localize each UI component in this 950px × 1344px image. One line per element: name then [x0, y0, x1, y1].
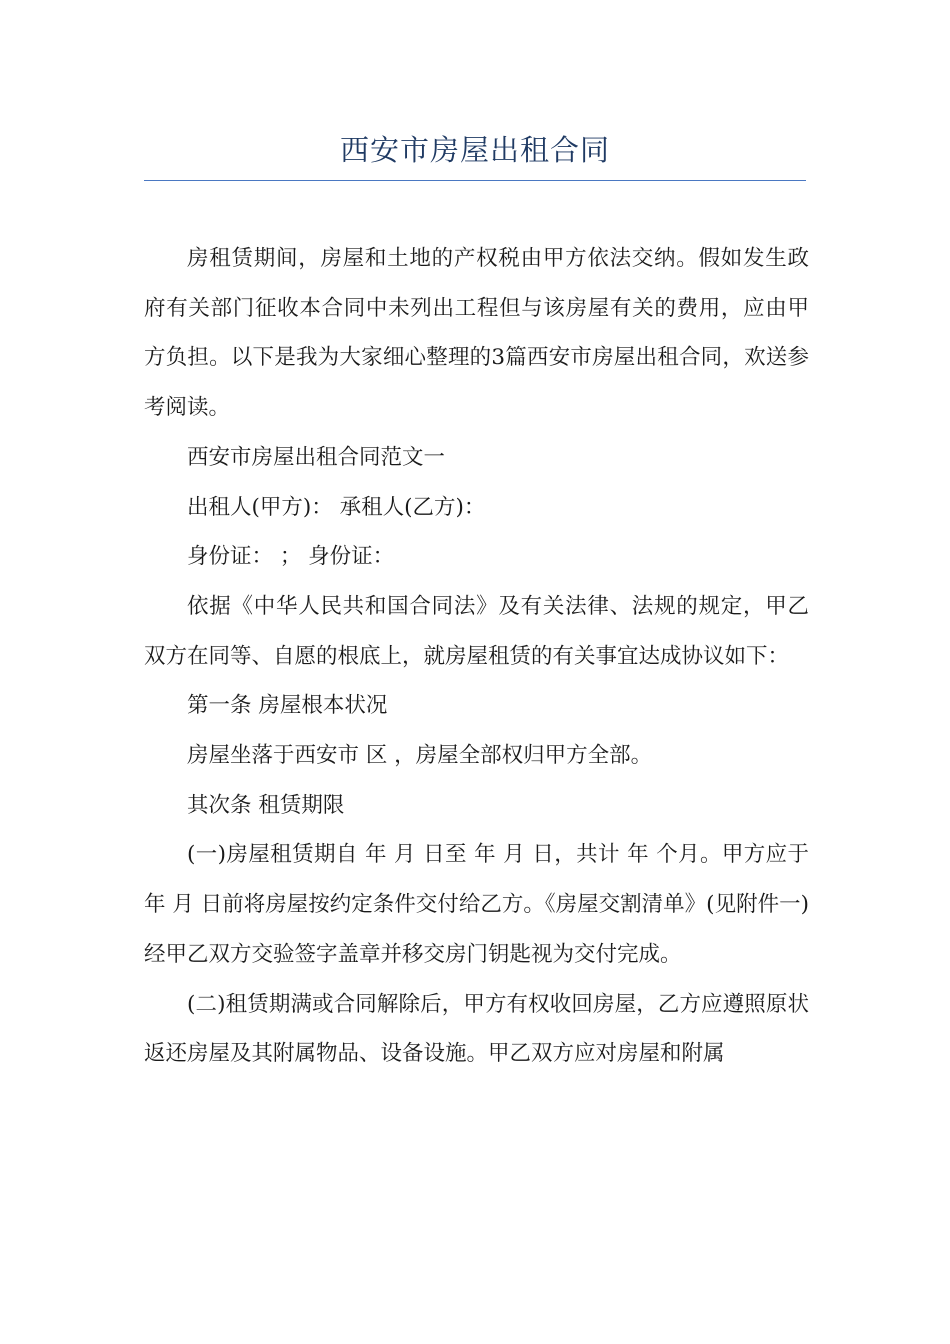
document-body	[144, 234, 809, 1079]
paragraph-legal-basis: 依据《中华人民共和国合同法》及有关法律、法规的规定，甲乙双方在同等、自愿的根底上，就房屋租赁的有关事宜达成协议如下：	[144, 593, 809, 669]
paragraph-article-2-clause-1: (一)房屋租赁期自 年 月 日至 年 月 日，共计 年 个月。甲方应于 年 月 日前将房屋按约定条件交付给乙方。《房屋交割清单》(见附件一)经甲乙双方交验签字盖章并移交房门钥匙视为交付完成。	[144, 842, 809, 967]
document-title: 西安市房屋出租合同	[339, 133, 610, 167]
paragraph-sample-heading: 西安市房屋出租合同范文一	[187, 444, 446, 470]
paragraph-article-2-heading: 其次条 租赁期限	[187, 792, 345, 818]
paragraph-article-1-body: 房屋坐落于西安市 区 ，房屋全部权归甲方全部。	[187, 743, 653, 769]
paragraph-article-2-clause-2: (二)租赁期满或合同解除后，甲方有权收回房屋，乙方应遵照原状返还房屋及其附属物品、设备设施。甲乙双方应对房屋和附属	[144, 991, 809, 1067]
paragraph-id-cards: 身份证： ； 身份证：	[187, 544, 395, 570]
paragraph-intro: 房租赁期间，房屋和土地的产权税由甲方依法交纳。假如发生政府有关部门征收本合同中未列出工程但与该房屋有关的费用，应由甲方负担。以下是我为大家细心整理的3篇西安市房屋出租合同，欢送参考阅读。	[144, 246, 809, 421]
title-underline	[144, 180, 806, 181]
paragraph-parties: 出租人(甲方)： 承租人(乙方)：	[187, 494, 486, 520]
paragraph-article-1-heading: 第一条 房屋根本状况	[187, 693, 388, 719]
